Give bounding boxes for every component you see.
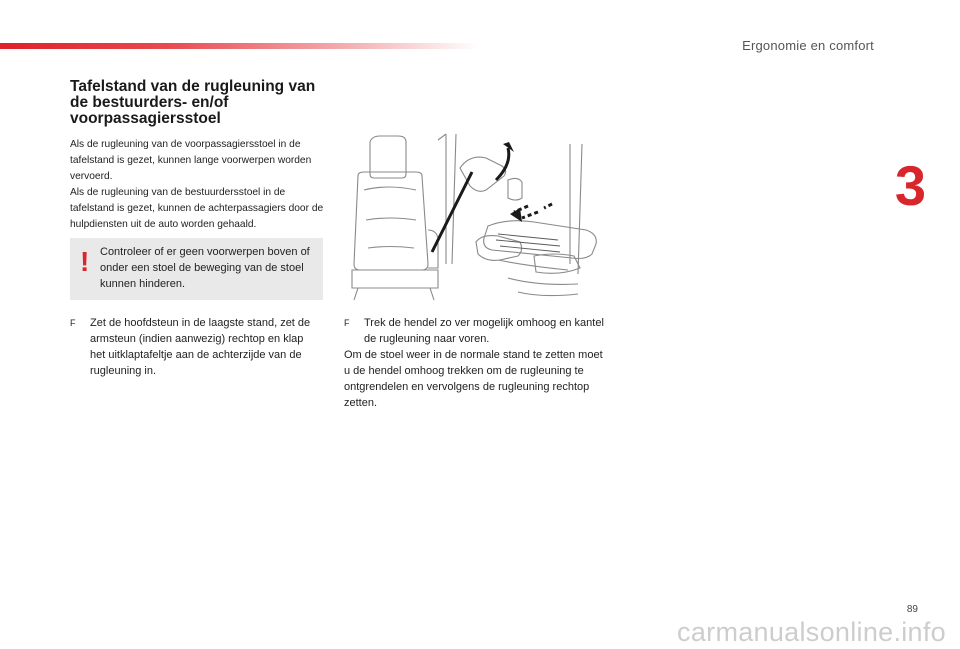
step-bullet: F bbox=[344, 318, 350, 328]
seat-illustration bbox=[338, 130, 612, 302]
intro-text bbox=[70, 137, 325, 233]
restore-text: Om de stoel weer in de normale stand te zetten moet u de hendel omhoog trekken om de rugleuning te ontgrendelen en vervolgens de rugleuning rechtop zetten. bbox=[344, 349, 603, 409]
warning-icon: ! bbox=[80, 246, 90, 277]
section-title: Ergonomie en comfort bbox=[742, 38, 874, 53]
chapter-number: 3 bbox=[894, 154, 926, 217]
step-text: Trek de hendel zo ver mogelijk omhoog en kantel de rugleuning naar voren. bbox=[364, 317, 604, 345]
intro-paragraph: Als de rugleuning van de voorpassagiersstoel in de tafelstand is gezet, kunnen lange voorwerpen worden vervoerd. bbox=[70, 139, 312, 182]
step-item bbox=[70, 315, 320, 379]
page-number: 89 bbox=[906, 604, 918, 615]
header-accent-bar bbox=[0, 43, 480, 49]
warning-text: Controleer of er geen voorwerpen boven of onder een stoel de beweging van de stoel kunnen hinderen. bbox=[100, 246, 310, 290]
step-bullet: F bbox=[70, 318, 76, 328]
warning-box bbox=[70, 238, 323, 300]
watermark: carmanualsonline.info bbox=[677, 617, 946, 647]
intro-paragraph: Als de rugleuning van de bestuurdersstoel in de tafelstand is gezet, kunnen de achterpassagiers door de hulpdiensten uit de auto worden gehaald. bbox=[70, 187, 324, 230]
step-item bbox=[344, 315, 604, 347]
page-title: Tafelstand van de rugleuning van de bestuurders- en/of voorpassagiersstoel bbox=[70, 78, 316, 127]
step-text: Zet de hoofdsteun in de laagste stand, zet de armsteun (indien aanwezig) rechtop en klap het uitklaptafeltje aan de achterzijde van de rugleuning in. bbox=[90, 317, 311, 377]
